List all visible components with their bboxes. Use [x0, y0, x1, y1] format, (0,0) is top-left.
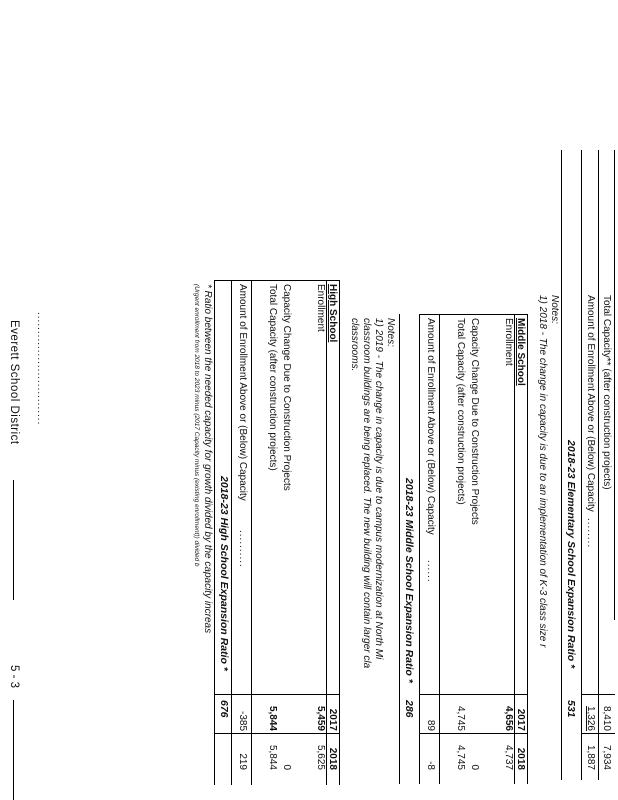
high-expansion-ratio-label: 2018-23 High School Expansion Ratio *	[218, 476, 230, 671]
high-total-capacity-2017: 5,844	[267, 705, 278, 731]
elem-total-capacity-label: Total Capacity** (after construction projects)	[601, 295, 612, 490]
high-heading: High School	[327, 284, 338, 343]
elem-expansion-ratio-label: 2018-23 Elementary School Expansion Ratio *	[565, 440, 577, 669]
middle-enrollment-2018: 4,737	[503, 744, 514, 770]
high-enrollment-above-2018: 219	[237, 753, 248, 770]
middle-expansion-ratio-label: 2018-23 Middle School Expansion Ratio *	[403, 478, 415, 683]
middle-enrollment-above-2018: -8	[425, 761, 436, 770]
high-year-2018: 2018	[327, 747, 338, 770]
dot-leader: ........	[585, 518, 596, 549]
middle-enrollment-2017: 4,656	[503, 705, 514, 731]
high-enrollment-label: Enrollment	[315, 284, 326, 332]
formula-footnote: (Urgent enrollment from 2018 to 2023 minus (2017 Capacity minus (existing enrollment)) divided b	[193, 284, 200, 567]
middle-year-2018: 2018	[515, 747, 526, 770]
column-divider	[420, 694, 528, 695]
footer-rule-left: ..............................	[35, 312, 46, 426]
footer-rule	[13, 700, 14, 800]
divider-line	[251, 280, 252, 785]
high-capacity-change-label: Capacity Change Due to Construction Projects	[281, 284, 292, 491]
high-enrollment-above-label: Amount of Enrollment Above or (Below) Capacity	[237, 284, 248, 501]
elem-total-capacity-2018: 7,934	[601, 744, 612, 770]
elem-expansion-ratio-value: 531	[565, 700, 577, 718]
divider-line	[339, 280, 340, 785]
high-expansion-ratio-value: 676	[218, 700, 230, 718]
middle-enrollment-label: Enrollment	[503, 318, 514, 366]
elem-note-1: 1) 2018 - The change in capacity is due to an implementation of K-3 class size r	[537, 295, 548, 648]
divider-line	[214, 280, 215, 785]
divider-line	[614, 150, 615, 620]
column-divider	[420, 733, 528, 734]
high-year-2017: 2017	[327, 708, 338, 731]
divider-line	[439, 314, 440, 784]
middle-total-capacity-2018: 4,745	[455, 744, 466, 770]
divider-line	[326, 280, 327, 785]
high-enrollment-above-2017: -385	[237, 710, 248, 731]
high-capacity-change-2018: 0	[281, 764, 292, 770]
middle-expansion-ratio-value: 286	[403, 700, 415, 718]
middle-capacity-change-2018: 0	[469, 764, 480, 770]
divider-line	[598, 150, 599, 780]
middle-capacity-change-label: Capacity Change Due to Construction Projects	[469, 318, 480, 525]
elem-notes-heading: Notes:	[549, 295, 560, 324]
middle-heading: Middle School	[515, 318, 526, 386]
middle-enrollment-above-2017: 89	[425, 719, 436, 731]
high-enrollment-2018: 5,625	[315, 744, 326, 770]
footer-district-name: Everett School District	[8, 320, 20, 445]
divider-line	[581, 150, 582, 780]
elem-enrollment-above-2018: 1,887	[585, 744, 596, 770]
elem-enrollment-above-2017: 1,326	[585, 705, 596, 731]
column-divider	[214, 694, 340, 695]
high-enrollment-2017: 5,459	[315, 705, 326, 731]
middle-year-2017: 2017	[515, 708, 526, 731]
divider-line	[527, 314, 528, 784]
middle-total-capacity-2017: 4,745	[455, 705, 466, 731]
middle-notes-heading: Notes:	[385, 318, 396, 347]
middle-note-line: classroom buildings are being replaced. The new building will contain larger cla	[361, 318, 372, 669]
column-divider	[214, 733, 340, 734]
divider-line	[561, 150, 562, 780]
divider-line	[399, 314, 400, 784]
table-left-border	[214, 280, 340, 281]
high-total-capacity-label: Total Capacity (after construction projects)	[267, 284, 278, 471]
table-left-border	[420, 314, 528, 315]
footer-page-number: 5 - 3	[8, 665, 20, 689]
ratio-footnote: * Ratio between the needed capacity for growth divided by the capacity increas	[202, 284, 213, 634]
divider-line	[419, 314, 420, 784]
middle-note-line: classrooms.	[349, 318, 360, 372]
footer-rule	[13, 480, 14, 600]
elem-enrollment-above-label: Amount of Enrollment Above or (Below) Capacity	[585, 295, 596, 512]
dot-leader: ..........	[237, 530, 248, 568]
dot-leader: ......	[425, 560, 436, 583]
middle-total-capacity-label: Total Capacity (after construction projects)	[455, 318, 466, 505]
middle-note-line: 1) 2019 - The change in capacity is due to campus modernization at North Mi	[373, 318, 384, 660]
divider-line	[514, 314, 515, 784]
elem-total-capacity-2017: 8,410	[601, 705, 612, 731]
middle-enrollment-above-label: Amount of Enrollment Above or (Below) Capacity	[425, 318, 436, 535]
divider-line	[231, 280, 232, 785]
high-total-capacity-2018: 5,844	[267, 744, 278, 770]
